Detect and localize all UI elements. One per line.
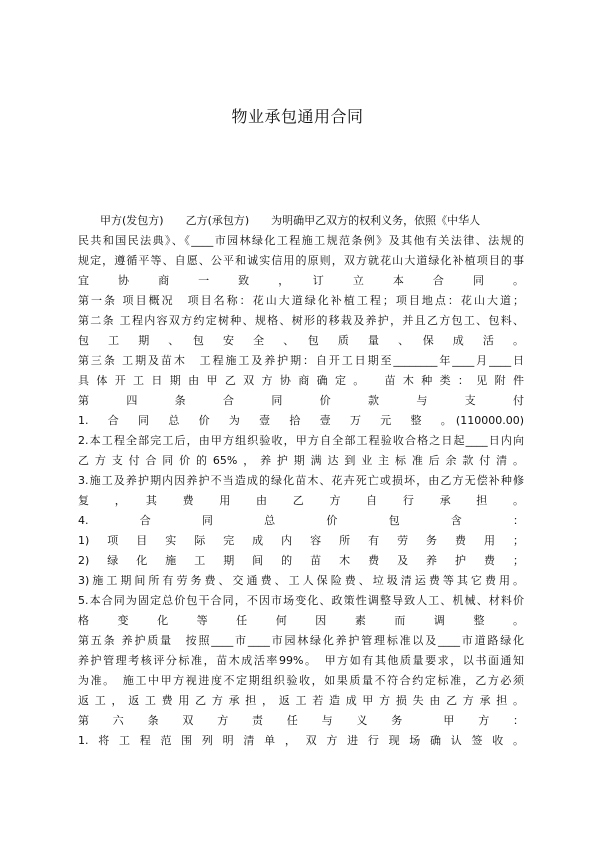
body-line: 4. 合 同 总 价 包 含 ： <box>78 514 524 527</box>
body-line: 第 四 条 合 同 价 款 与 支 付 <box>78 394 524 407</box>
body-line: 民共和国民法典》、《____市园林绿化工程施工规范条例》及其他有关法律、法规的 <box>78 234 524 247</box>
body-line: 5.本合同为固定总价包干合同，不因市场变化、政策性调整导致人工、机械、材料价 <box>78 594 524 607</box>
body-line: 养护管理考核评分标准，苗木成活率99%。 甲方如有其他质量要求，以书面通知 <box>78 654 524 667</box>
body-line: 1.将工程范围列明清单，双方进行现场确认签收。 <box>78 734 524 747</box>
body-line: 包 工 期 、 包 安 全 、 包 质 量 、 保 成 活 。 <box>78 334 524 347</box>
body-line: 复 ， 其 费 用 由 乙 方 自 行 承 担 。 <box>78 494 524 507</box>
body-line: 第 六 条 双 方 责 任 与 义 务 甲 方 ： <box>78 714 524 727</box>
body-line: 格 变 化 等 任 何 因 素 而 调 整 。 <box>78 614 524 627</box>
body-line: 1) 项 目 实 际 完 成 内 容 所 有 劳 务 费 用 ； <box>78 534 524 547</box>
body-line: 第五条 养护质量 按照____市____市园林绿化养护管理标准以及____市道路绿化 <box>78 634 524 647</box>
body-line: 乙方支付合同价的65%，养护期满达到业主标准后余款付清。 <box>78 454 524 467</box>
body-line: 具体开工日期由甲乙双方协商确定。 苗木种类：见附件 <box>78 374 524 387</box>
body-line: 规定，遵循平等、自愿、公平和诚实信用的原则，双方就花山大道绿化补植项目的事 <box>78 254 524 267</box>
body-line: 返工，返工费用乙方承担，返工若造成甲方损失由乙方承担。 <box>78 694 524 707</box>
body-line: 为准。 施工中甲方视进度不定期组织验收，如果质量不符合约定标准，乙方必须 <box>78 674 524 687</box>
body-line: 1. 合 同 总 价 为 壹 拾 壹 万 元 整 。(110000.00) <box>78 414 524 427</box>
body-line: 甲方(发包方) 乙方(承包方) 为明确甲乙双方的权利义务，依照《中华人 <box>78 214 481 227</box>
body-line: 第二条 工程内容双方约定树种、规格、树形的移栽及养护，并且乙方包工、包料、 <box>78 314 524 327</box>
body-line: 3)施工期间所有劳务费、交通费、工人保险费、垃圾清运费等其它费用。 <box>78 574 524 587</box>
body-line: 第三条 工期及苗木 工程施工及养护期：自开工日期至________年____月____日 <box>78 354 524 367</box>
body-line: 第一条 项目概况 项目名称：花山大道绿化补植工程；项目地点：花山大道； <box>78 294 524 307</box>
document-title: 物业承包通用合同 <box>231 107 364 126</box>
body-line: 2.本工程全部完工后，由甲方组织验收，甲方自全部工程验收合格之日起____日内向 <box>78 434 524 447</box>
body-line: 2) 绿 化 施 工 期 间 的 苗 木 费 及 养 护 费 ； <box>78 554 524 567</box>
body-line: 宜 协 商 一 致 ， 订 立 本 合 同 。 <box>78 274 524 287</box>
body-line: 3.施工及养护期内因养护不当造成的绿化苗木、花卉死亡或损坏，由乙方无偿补种修 <box>78 474 524 487</box>
